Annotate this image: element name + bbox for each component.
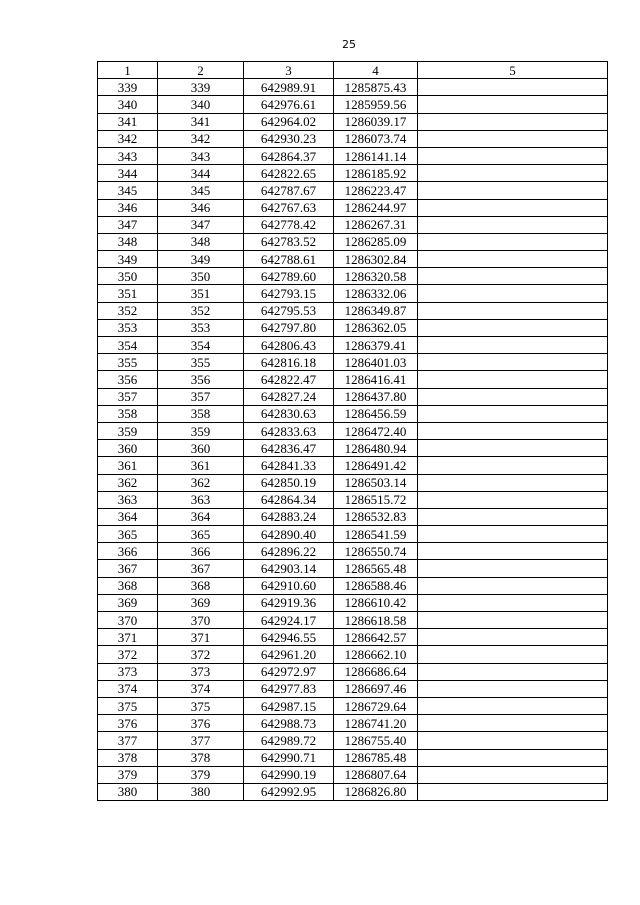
table-cell: 642976.61 xyxy=(244,96,334,113)
table-cell: 367 xyxy=(98,560,158,577)
table-cell: 358 xyxy=(98,405,158,422)
table-cell: 378 xyxy=(98,749,158,766)
table-cell xyxy=(418,147,608,164)
table-row xyxy=(98,697,608,714)
table-cell: 346 xyxy=(158,199,244,216)
table-row xyxy=(98,199,608,216)
table-cell: 373 xyxy=(158,663,244,680)
table-cell: 642896.22 xyxy=(244,543,334,560)
table-cell: 642778.42 xyxy=(244,216,334,233)
table-row xyxy=(98,749,608,766)
table-row xyxy=(98,319,608,336)
table-row xyxy=(98,371,608,388)
table-cell xyxy=(418,216,608,233)
table-cell: 642992.95 xyxy=(244,783,334,800)
table-cell: 349 xyxy=(158,251,244,268)
table-cell: 642864.34 xyxy=(244,491,334,508)
table-cell: 355 xyxy=(98,354,158,371)
table-cell: 366 xyxy=(158,543,244,560)
table-cell: 364 xyxy=(158,508,244,525)
table-cell xyxy=(418,354,608,371)
table-cell xyxy=(418,130,608,147)
column-header: 1 xyxy=(98,62,158,79)
table-cell xyxy=(418,96,608,113)
table-cell: 371 xyxy=(158,629,244,646)
table-cell: 356 xyxy=(98,371,158,388)
table-row xyxy=(98,285,608,302)
table-cell: 1286073.74 xyxy=(334,130,418,147)
table-cell: 339 xyxy=(98,79,158,96)
table-cell: 1286565.48 xyxy=(334,560,418,577)
table-cell: 1286729.64 xyxy=(334,697,418,714)
table-cell xyxy=(418,766,608,783)
table-cell xyxy=(418,560,608,577)
table-cell: 1286349.87 xyxy=(334,302,418,319)
table-cell: 354 xyxy=(98,337,158,354)
table-row xyxy=(98,560,608,577)
table-cell: 642864.37 xyxy=(244,147,334,164)
table-cell: 642806.43 xyxy=(244,337,334,354)
table-cell xyxy=(418,79,608,96)
table-row xyxy=(98,663,608,680)
table-cell xyxy=(418,457,608,474)
table-cell: 642987.15 xyxy=(244,697,334,714)
table-row xyxy=(98,612,608,629)
table-cell: 348 xyxy=(98,233,158,250)
table-cell: 1286503.14 xyxy=(334,474,418,491)
table-cell: 375 xyxy=(158,697,244,714)
table-row xyxy=(98,526,608,543)
table-cell: 642830.63 xyxy=(244,405,334,422)
table-row xyxy=(98,715,608,732)
table-cell xyxy=(418,422,608,439)
table-cell: 354 xyxy=(158,337,244,354)
table-row xyxy=(98,491,608,508)
table-cell: 366 xyxy=(98,543,158,560)
table-row xyxy=(98,388,608,405)
table-cell: 1286610.42 xyxy=(334,594,418,611)
table-cell: 358 xyxy=(158,405,244,422)
table-cell: 374 xyxy=(98,680,158,697)
table-row xyxy=(98,337,608,354)
table-cell: 642822.65 xyxy=(244,165,334,182)
table-cell: 343 xyxy=(98,147,158,164)
table-cell: 379 xyxy=(98,766,158,783)
table-cell: 369 xyxy=(98,594,158,611)
table-cell: 1286686.64 xyxy=(334,663,418,680)
table-cell: 642836.47 xyxy=(244,440,334,457)
table-cell: 1286826.80 xyxy=(334,783,418,800)
table-cell xyxy=(418,285,608,302)
table-cell: 1286541.59 xyxy=(334,526,418,543)
table-cell: 642783.52 xyxy=(244,233,334,250)
table-cell: 1286618.58 xyxy=(334,612,418,629)
table-row xyxy=(98,422,608,439)
table-cell: 1286401.03 xyxy=(334,354,418,371)
table-row xyxy=(98,766,608,783)
table-cell xyxy=(418,233,608,250)
table-cell: 1286302.84 xyxy=(334,251,418,268)
table-cell: 1286785.48 xyxy=(334,749,418,766)
table-cell: 349 xyxy=(98,251,158,268)
table-cell: 1286244.97 xyxy=(334,199,418,216)
table-cell: 368 xyxy=(158,577,244,594)
table-cell: 1286437.80 xyxy=(334,388,418,405)
table-cell xyxy=(418,474,608,491)
table-cell: 642883.24 xyxy=(244,508,334,525)
table-cell: 1286267.31 xyxy=(334,216,418,233)
column-header: 2 xyxy=(158,62,244,79)
table-cell: 365 xyxy=(158,526,244,543)
table-cell: 642972.97 xyxy=(244,663,334,680)
table-cell: 368 xyxy=(98,577,158,594)
table-cell: 642930.23 xyxy=(244,130,334,147)
table-cell: 355 xyxy=(158,354,244,371)
table-cell: 1285959.56 xyxy=(334,96,418,113)
table-cell: 642822.47 xyxy=(244,371,334,388)
table-cell: 1286332.06 xyxy=(334,285,418,302)
table-cell: 367 xyxy=(158,560,244,577)
table-cell: 350 xyxy=(158,268,244,285)
table-cell: 361 xyxy=(98,457,158,474)
table-row xyxy=(98,646,608,663)
table-cell xyxy=(418,526,608,543)
table-cell xyxy=(418,337,608,354)
table-cell: 351 xyxy=(98,285,158,302)
table-cell: 1286141.14 xyxy=(334,147,418,164)
table-cell: 340 xyxy=(158,96,244,113)
table-cell xyxy=(418,302,608,319)
table-cell: 642795.53 xyxy=(244,302,334,319)
table-row xyxy=(98,79,608,96)
table-cell: 359 xyxy=(158,422,244,439)
table-cell: 343 xyxy=(158,147,244,164)
table-cell: 1286550.74 xyxy=(334,543,418,560)
table-cell: 1286223.47 xyxy=(334,182,418,199)
table-cell: 1286807.64 xyxy=(334,766,418,783)
table-cell: 341 xyxy=(158,113,244,130)
table-cell: 380 xyxy=(158,783,244,800)
table-cell xyxy=(418,251,608,268)
table-cell xyxy=(418,629,608,646)
table-cell: 1286285.09 xyxy=(334,233,418,250)
table-cell: 642903.14 xyxy=(244,560,334,577)
table-cell: 380 xyxy=(98,783,158,800)
table-cell: 642946.55 xyxy=(244,629,334,646)
table-cell xyxy=(418,388,608,405)
table-cell: 352 xyxy=(98,302,158,319)
table-cell: 642767.63 xyxy=(244,199,334,216)
table-cell: 357 xyxy=(98,388,158,405)
table-cell: 1286456.59 xyxy=(334,405,418,422)
table-cell: 363 xyxy=(158,491,244,508)
table-cell xyxy=(418,543,608,560)
table-cell: 1286755.40 xyxy=(334,732,418,749)
table-cell: 1286697.46 xyxy=(334,680,418,697)
coordinates-table xyxy=(97,61,608,801)
table-cell: 642919.36 xyxy=(244,594,334,611)
table-row xyxy=(98,147,608,164)
table-cell: 359 xyxy=(98,422,158,439)
table-cell: 1285875.43 xyxy=(334,79,418,96)
table-cell: 379 xyxy=(158,766,244,783)
table-row xyxy=(98,130,608,147)
table-row xyxy=(98,233,608,250)
table-row xyxy=(98,732,608,749)
table-cell: 369 xyxy=(158,594,244,611)
table-cell xyxy=(418,165,608,182)
table-cell: 360 xyxy=(98,440,158,457)
table-cell: 340 xyxy=(98,96,158,113)
table-cell: 642827.24 xyxy=(244,388,334,405)
table-cell: 642833.63 xyxy=(244,422,334,439)
table-cell: 642964.02 xyxy=(244,113,334,130)
table-cell: 377 xyxy=(158,732,244,749)
table-header-row xyxy=(98,62,608,79)
table-cell: 642797.80 xyxy=(244,319,334,336)
table-cell xyxy=(418,491,608,508)
table-cell xyxy=(418,646,608,663)
table-cell: 339 xyxy=(158,79,244,96)
table-cell: 372 xyxy=(158,646,244,663)
table-cell xyxy=(418,371,608,388)
table-row xyxy=(98,216,608,233)
table-cell: 357 xyxy=(158,388,244,405)
table-body xyxy=(98,79,608,801)
table-cell xyxy=(418,749,608,766)
table-cell: 347 xyxy=(98,216,158,233)
table-cell: 642787.67 xyxy=(244,182,334,199)
column-header: 3 xyxy=(244,62,334,79)
table-row xyxy=(98,113,608,130)
table-cell xyxy=(418,268,608,285)
table-cell: 1286472.40 xyxy=(334,422,418,439)
table-row xyxy=(98,96,608,113)
table-cell: 642990.71 xyxy=(244,749,334,766)
table-cell: 1286662.10 xyxy=(334,646,418,663)
table-cell: 642841.33 xyxy=(244,457,334,474)
table-cell: 642890.40 xyxy=(244,526,334,543)
table-cell xyxy=(418,783,608,800)
table-cell: 373 xyxy=(98,663,158,680)
table-cell: 346 xyxy=(98,199,158,216)
table-row xyxy=(98,165,608,182)
table-row xyxy=(98,474,608,491)
table-row xyxy=(98,440,608,457)
table-cell: 376 xyxy=(98,715,158,732)
table-cell: 353 xyxy=(158,319,244,336)
table-row xyxy=(98,302,608,319)
table-cell: 1286491.42 xyxy=(334,457,418,474)
table-cell xyxy=(418,697,608,714)
table-cell: 352 xyxy=(158,302,244,319)
table-cell: 1286379.41 xyxy=(334,337,418,354)
table-cell: 353 xyxy=(98,319,158,336)
table-cell: 370 xyxy=(98,612,158,629)
page-number: 25 xyxy=(342,38,356,51)
table-cell: 363 xyxy=(98,491,158,508)
table-cell: 642988.73 xyxy=(244,715,334,732)
table-cell: 642789.60 xyxy=(244,268,334,285)
table-cell xyxy=(418,113,608,130)
table-cell: 344 xyxy=(98,165,158,182)
table-cell: 1286588.46 xyxy=(334,577,418,594)
table-row xyxy=(98,405,608,422)
table-cell xyxy=(418,715,608,732)
table-cell: 342 xyxy=(158,130,244,147)
table-cell: 350 xyxy=(98,268,158,285)
table-cell: 642850.19 xyxy=(244,474,334,491)
table-cell: 376 xyxy=(158,715,244,732)
column-header: 4 xyxy=(334,62,418,79)
table-cell xyxy=(418,577,608,594)
table-cell: 370 xyxy=(158,612,244,629)
table-cell xyxy=(418,508,608,525)
table-cell: 642793.15 xyxy=(244,285,334,302)
table-cell: 1286515.72 xyxy=(334,491,418,508)
table-cell: 348 xyxy=(158,233,244,250)
table-cell: 341 xyxy=(98,113,158,130)
table-cell: 377 xyxy=(98,732,158,749)
table-cell: 642989.91 xyxy=(244,79,334,96)
table-cell: 1286416.41 xyxy=(334,371,418,388)
table-cell: 1286362.05 xyxy=(334,319,418,336)
table-cell: 1286642.57 xyxy=(334,629,418,646)
table-cell: 362 xyxy=(98,474,158,491)
table-cell: 1286532.83 xyxy=(334,508,418,525)
table-cell: 1286741.20 xyxy=(334,715,418,732)
table-cell: 642989.72 xyxy=(244,732,334,749)
table-cell: 342 xyxy=(98,130,158,147)
table-row xyxy=(98,251,608,268)
table-cell: 642816.18 xyxy=(244,354,334,371)
table-cell xyxy=(418,199,608,216)
table-cell: 371 xyxy=(98,629,158,646)
table-row xyxy=(98,594,608,611)
table-cell xyxy=(418,405,608,422)
table-cell: 347 xyxy=(158,216,244,233)
table-cell xyxy=(418,319,608,336)
table-row xyxy=(98,577,608,594)
table-cell xyxy=(418,612,608,629)
column-header: 5 xyxy=(418,62,608,79)
table-cell xyxy=(418,440,608,457)
table-cell xyxy=(418,594,608,611)
table-cell: 1286039.17 xyxy=(334,113,418,130)
table-cell: 365 xyxy=(98,526,158,543)
table-cell: 642961.20 xyxy=(244,646,334,663)
table-cell xyxy=(418,680,608,697)
table-cell: 374 xyxy=(158,680,244,697)
table-cell: 364 xyxy=(98,508,158,525)
table-cell: 642990.19 xyxy=(244,766,334,783)
table-row xyxy=(98,680,608,697)
table-cell xyxy=(418,732,608,749)
table-cell xyxy=(418,663,608,680)
table-cell: 361 xyxy=(158,457,244,474)
table-cell: 642924.17 xyxy=(244,612,334,629)
table-row xyxy=(98,182,608,199)
table-cell: 362 xyxy=(158,474,244,491)
table-cell: 345 xyxy=(158,182,244,199)
table-cell: 642910.60 xyxy=(244,577,334,594)
table-cell: 1286480.94 xyxy=(334,440,418,457)
table-cell: 372 xyxy=(98,646,158,663)
table-cell: 1286320.58 xyxy=(334,268,418,285)
table-cell: 378 xyxy=(158,749,244,766)
table-cell: 360 xyxy=(158,440,244,457)
table-cell: 344 xyxy=(158,165,244,182)
table-cell: 356 xyxy=(158,371,244,388)
table-cell: 1286185.92 xyxy=(334,165,418,182)
table-cell: 642977.83 xyxy=(244,680,334,697)
table-row xyxy=(98,783,608,800)
table-row xyxy=(98,508,608,525)
table-row xyxy=(98,457,608,474)
table-row xyxy=(98,629,608,646)
table-cell: 642788.61 xyxy=(244,251,334,268)
table-cell: 345 xyxy=(98,182,158,199)
table-row xyxy=(98,354,608,371)
table-cell: 375 xyxy=(98,697,158,714)
table-cell xyxy=(418,182,608,199)
table-row xyxy=(98,268,608,285)
table-cell: 351 xyxy=(158,285,244,302)
table-row xyxy=(98,543,608,560)
